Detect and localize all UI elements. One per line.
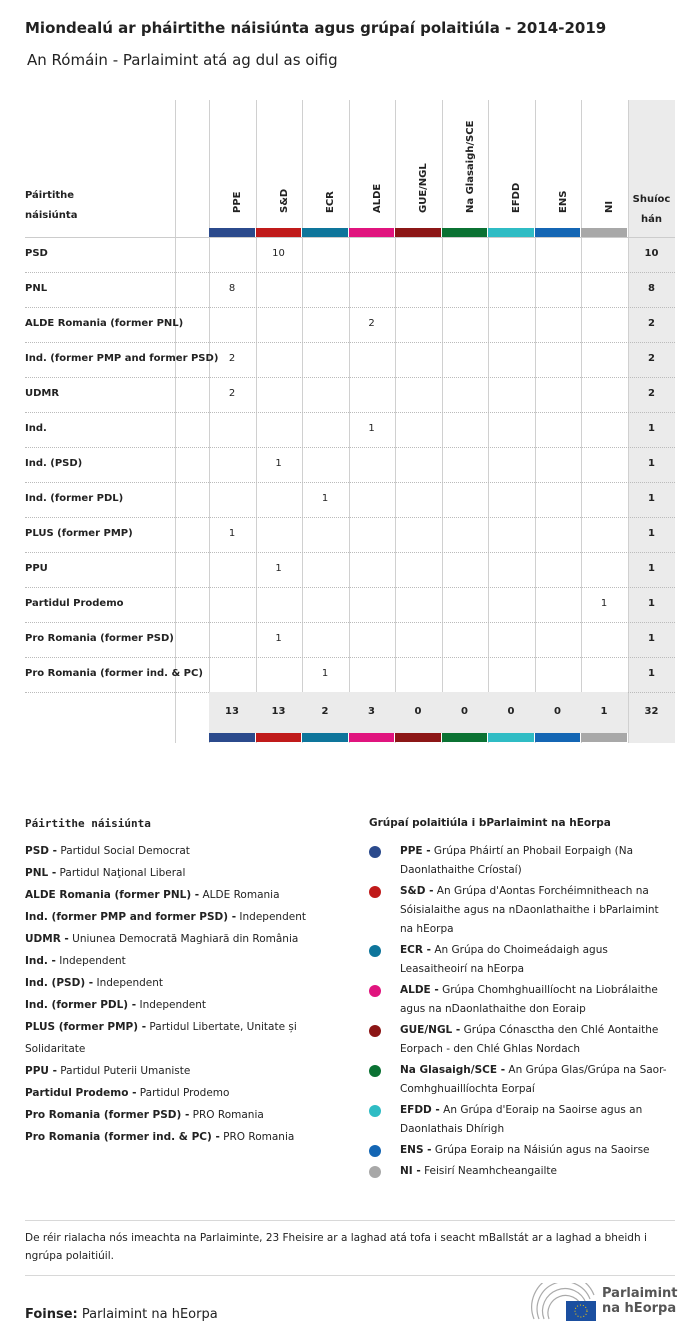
- legend-party-desc: PRO Romania: [192, 1109, 264, 1121]
- source-label: Foinse:: [25, 1307, 78, 1322]
- legend-party-item: [25, 840, 335, 862]
- chart-title: Miondealú ar pháirtithe náisiúnta agus grúpaí polaitiúla - 2014-2019: [25, 19, 607, 37]
- group-color-bar: [535, 228, 581, 237]
- party-name: ALDE Romania (former PNL): [25, 318, 184, 329]
- legend-group-abbr: EFDD -: [400, 1104, 440, 1116]
- group-total: 1: [600, 706, 608, 717]
- group-total: 13: [225, 706, 239, 717]
- row-total: 1: [648, 668, 655, 679]
- party-name: PSD: [25, 248, 48, 259]
- group-color-bar: [209, 733, 255, 742]
- party-name: Partidul Prodemo: [25, 598, 124, 609]
- row-total: 1: [648, 493, 655, 504]
- party-name: Ind.: [25, 423, 47, 434]
- legend-party-item: [25, 1060, 335, 1082]
- legend-party-desc: Partidul Prodemo: [139, 1087, 230, 1099]
- row-total: 8: [648, 283, 655, 294]
- party-name: Pro Romania (former ind. & PC): [25, 668, 203, 679]
- group-color-bar: [535, 733, 581, 742]
- seats-table: [25, 100, 675, 745]
- group-color-bar: [349, 733, 395, 742]
- table-row: [25, 307, 675, 343]
- legend-color-dot: [369, 1145, 381, 1157]
- seat-count: 1: [600, 598, 608, 609]
- row-total: 1: [648, 528, 655, 539]
- column-header-label: Na Glasaigh/SCE: [464, 120, 476, 213]
- group-total: 13: [271, 706, 286, 717]
- legend-group-desc: Grúpa Pháirtí an Phobail Eorpaigh (Na Daonlathaithe Críostaí): [400, 845, 634, 876]
- legend-party-item: [25, 884, 335, 906]
- legend-color-dot: [369, 985, 381, 997]
- row-total: 1: [648, 423, 655, 434]
- column-header: [209, 100, 255, 230]
- legend-party-item: [25, 1016, 335, 1060]
- legend-party-desc: Partidul Puterii Umaniste: [60, 1065, 191, 1077]
- legend-party-item: [25, 950, 335, 972]
- seat-count: 1: [275, 633, 282, 644]
- legend-group-desc: An Grúpa d'Eoraip na Saoirse agus an Daonlathais Dhírigh: [400, 1104, 643, 1135]
- party-name: Ind. (former PMP and former PSD): [25, 353, 219, 364]
- group-color-bar: [581, 228, 627, 237]
- totals-row: [209, 692, 628, 733]
- seat-count: 8: [228, 283, 236, 294]
- group-color-bar: [395, 733, 441, 742]
- legend-party-item: [25, 1126, 335, 1148]
- table-row: [25, 517, 675, 553]
- group-total: 0: [507, 706, 515, 717]
- legend-groups-heading: Grúpaí polaitiúla i bParlaimint na hEorpa: [369, 817, 611, 829]
- chart-subtitle: An Rómáin - Parlaimint atá ag dul as oifig: [27, 51, 338, 69]
- legend-group-desc: Feisirí Neamhcheangailte: [424, 1165, 557, 1177]
- column-header-label: EFDD: [511, 182, 522, 213]
- row-total: 2: [648, 318, 655, 329]
- legend-party-abbr: Pro Romania (former PSD) -: [25, 1109, 190, 1121]
- group-total: 0: [461, 706, 468, 717]
- table-row: [25, 237, 675, 273]
- legend-party-item: [25, 862, 335, 884]
- column-header: [256, 100, 302, 230]
- legend-group-item: [369, 842, 669, 880]
- column-header-label: GUE/NGL: [418, 163, 429, 213]
- group-color-bar: [395, 228, 441, 237]
- row-total: 1: [648, 458, 655, 469]
- seat-count: 1: [321, 668, 329, 679]
- legend-party-desc: Partidul Libertate, Unitate și Solidaritate: [25, 1021, 297, 1055]
- seat-count: 1: [275, 458, 282, 469]
- legend-party-desc: Partidul Naţional Liberal: [59, 867, 186, 879]
- party-name: UDMR: [25, 388, 60, 399]
- legend-party-abbr: ALDE Romania (former PNL) -: [25, 889, 200, 901]
- group-color-bar: [349, 228, 395, 237]
- legend-group-item: [369, 1021, 669, 1059]
- legend-party-abbr: Pro Romania (former ind. & PC) -: [25, 1131, 220, 1143]
- legend-group-desc: An Grúpa d'Aontas Forchéimnitheach na Sóisialaithe agus na nDaonlathaithe i bParlaimint na hEorpa: [400, 885, 659, 935]
- column-header: [581, 100, 627, 230]
- legend-group-abbr: GUE/NGL -: [400, 1024, 461, 1036]
- group-total: 3: [368, 706, 375, 717]
- seat-count: 1: [321, 493, 329, 504]
- legend-party-abbr: PLUS (former PMP) -: [25, 1021, 147, 1033]
- legend-color-dot: [369, 1166, 381, 1178]
- legend-party-abbr: PSD -: [25, 845, 57, 857]
- column-header-label: S&D: [278, 188, 290, 213]
- total-header: Shuíochán: [632, 194, 671, 225]
- table-row: [25, 377, 675, 413]
- legend-group-desc: Grúpa Cónasctha den Chlé Aontaithe Eorpach - den Chlé Ghlas Nordach: [400, 1024, 659, 1055]
- group-total: 0: [554, 706, 561, 717]
- group-color-bar: [302, 733, 348, 742]
- legend-party-abbr: Ind. -: [25, 955, 56, 967]
- legend-color-dot: [369, 945, 381, 957]
- legend-party-item: [25, 1104, 335, 1126]
- group-color-bar: [581, 733, 627, 742]
- seat-count: 2: [368, 318, 375, 329]
- grand-total: 32: [644, 706, 659, 717]
- column-header: [349, 100, 395, 230]
- column-header-label: ECR: [325, 191, 336, 213]
- legend-parties: [25, 840, 335, 1148]
- row-total: 1: [648, 633, 655, 644]
- legend-party-desc: Independent: [139, 999, 207, 1011]
- legend-group-item: [369, 1101, 669, 1139]
- legend-groups: [369, 842, 669, 1183]
- legend-group-item: [369, 941, 669, 979]
- party-name: PPU: [25, 563, 48, 574]
- column-header: [442, 100, 488, 230]
- legend-party-item: [25, 906, 335, 928]
- party-name: Ind. (former PDL): [25, 493, 124, 504]
- column-header-label: ENS: [557, 190, 569, 213]
- footnote: De réir rialacha nós imeachta na Parlaiminte, 23 Fheisire ar a laghad atá tofa i seacht mBallstát ar a laghad a bheidh i ngrúpa polaitiúil.: [25, 1220, 675, 1276]
- legend-party-abbr: Partidul Prodemo -: [25, 1087, 137, 1099]
- legend-party-item: [25, 1082, 335, 1104]
- row-total: 1: [648, 563, 655, 574]
- column-header: [488, 100, 534, 230]
- legend-group-desc: An Grúpa do Choimeádaigh agus Leasaitheoirí na hEorpa: [400, 944, 608, 975]
- legend-group-item: [369, 981, 669, 1019]
- legend-group-abbr: Na Glasaigh/SCE -: [400, 1064, 506, 1076]
- party-name: PLUS (former PMP): [25, 528, 133, 539]
- group-color-bar: [256, 733, 302, 742]
- group-color-bar: [209, 228, 255, 237]
- legend-color-dot: [369, 846, 381, 858]
- legend-group-desc: Grúpa Chomhghuaillíocht na Liobrálaithe agus na nDaonlathaithe don Eoraip: [400, 984, 658, 1015]
- column-header-label: NI: [604, 200, 615, 213]
- legend-party-desc: Independent: [59, 955, 126, 967]
- legend-party-desc: PRO Romania: [223, 1131, 295, 1143]
- column-header: [535, 100, 581, 230]
- row-total: 2: [648, 353, 655, 364]
- column-header-label: ALDE: [371, 183, 383, 213]
- legend-party-desc: Independent: [96, 977, 164, 989]
- table-row: [25, 272, 675, 308]
- legend-party-item: [25, 972, 335, 994]
- legend-group-item: [369, 1141, 669, 1160]
- group-color-bar: [256, 228, 302, 237]
- party-name: Ind. (PSD): [25, 458, 83, 469]
- legend-color-dot: [369, 1065, 381, 1077]
- seat-count: 2: [228, 353, 236, 364]
- group-color-bar: [302, 228, 348, 237]
- table-row: [25, 587, 675, 623]
- party-name: Pro Romania (former PSD): [25, 633, 174, 644]
- table-row: [25, 657, 675, 693]
- row-total: 2: [648, 388, 655, 399]
- table-row: [25, 482, 675, 518]
- logo-text: Parlaimint na hEorpa: [602, 1286, 678, 1316]
- legend-party-abbr: PNL -: [25, 867, 57, 879]
- row-total: 1: [648, 598, 655, 609]
- group-total: 0: [414, 706, 422, 717]
- column-header-label: PPE: [232, 191, 243, 213]
- row-total: 10: [644, 248, 659, 259]
- legend-party-abbr: UDMR -: [25, 933, 69, 945]
- table-row: [25, 447, 675, 483]
- group-color-bar: [488, 228, 534, 237]
- parliament-hemicycle-icon: [530, 1283, 600, 1323]
- legend-party-abbr: Ind. (former PMP and former PSD) -: [25, 911, 237, 923]
- group-color-bar: [442, 228, 488, 237]
- legend-group-item: [369, 1061, 669, 1099]
- legend-group-item: [369, 1162, 669, 1181]
- legend-group-desc: An Grúpa Glas/Grúpa na Saor-Comhghuaillíochta Eorpaí: [400, 1064, 667, 1095]
- table-row: [25, 412, 675, 448]
- table-row: [25, 552, 675, 588]
- legend-group-desc: Grúpa Eoraip na Náisiún agus na Saoirse: [434, 1144, 650, 1156]
- legend-party-item: [25, 928, 335, 950]
- legend-color-dot: [369, 886, 381, 898]
- legend-group-abbr: NI -: [400, 1165, 421, 1177]
- column-header: [302, 100, 348, 230]
- seat-count: 1: [275, 563, 282, 574]
- legend-party-abbr: Ind. (PSD) -: [25, 977, 94, 989]
- legend-group-abbr: ENS -: [400, 1144, 432, 1156]
- seat-count: 2: [228, 388, 236, 399]
- legend-party-desc: Uniunea Democrată Maghiară din România: [72, 933, 299, 945]
- source: [25, 1307, 218, 1322]
- legend-group-abbr: PPE -: [400, 845, 431, 857]
- seat-count: 10: [272, 248, 285, 259]
- legend-color-dot: [369, 1105, 381, 1117]
- legend-parties-heading: Páirtithe náisiúnta: [25, 817, 151, 830]
- group-color-bar: [488, 733, 534, 742]
- legend-group-abbr: S&D -: [400, 885, 434, 897]
- legend-group-abbr: ALDE -: [400, 984, 439, 996]
- legend-group-abbr: ECR -: [400, 944, 431, 956]
- legend-party-desc: Independent: [239, 911, 306, 923]
- seat-count: 1: [368, 423, 375, 434]
- table-row: [25, 342, 675, 378]
- source-value: Parlaimint na hEorpa: [81, 1307, 218, 1322]
- table-row: [25, 622, 675, 658]
- row-header: Páirtithe náisiúnta: [25, 190, 78, 221]
- party-name: PNL: [25, 283, 48, 294]
- legend-color-dot: [369, 1025, 381, 1037]
- group-color-bar: [442, 733, 488, 742]
- legend-party-abbr: Ind. (former PDL) -: [25, 999, 137, 1011]
- legend-group-item: [369, 882, 669, 939]
- legend-party-desc: ALDE Romania: [202, 889, 280, 901]
- legend-party-desc: Partidul Social Democrat: [60, 845, 190, 857]
- group-total: 2: [321, 706, 329, 717]
- legend-party-item: [25, 994, 335, 1016]
- column-header: [395, 100, 441, 230]
- legend-party-abbr: PPU -: [25, 1065, 57, 1077]
- ep-logo: [530, 1283, 680, 1323]
- seat-count: 1: [228, 528, 236, 539]
